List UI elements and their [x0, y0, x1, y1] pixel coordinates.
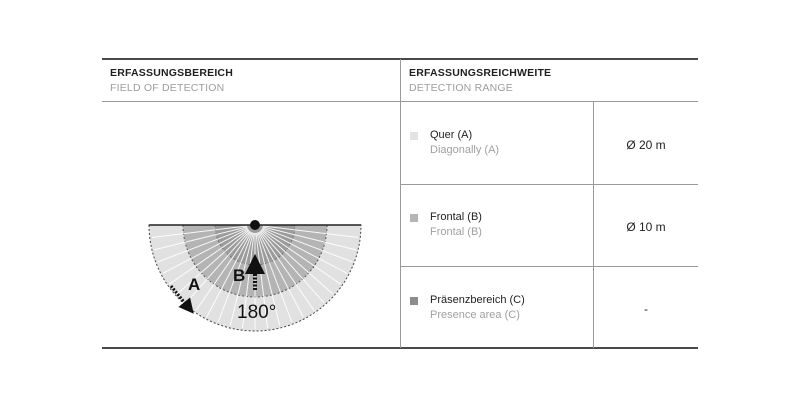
sensor-dot [250, 220, 260, 230]
field-of-detection-subtitle: FIELD OF DETECTION [110, 82, 225, 94]
row-presence-label: Präsenzbereich (C) [430, 294, 525, 306]
field-of-detection-title: ERFASSUNGSBEREICH [110, 67, 234, 79]
swatch-presence [410, 297, 418, 305]
row-frontal-value: Ø 10 m [626, 220, 666, 234]
swatch-frontal [410, 214, 418, 222]
row-frontal-sublabel: Frontal (B) [430, 226, 482, 238]
row-diagonal-sublabel: Diagonally (A) [430, 144, 500, 156]
row-presence-sublabel: Presence area (C) [430, 309, 520, 321]
angle-label: 180° [237, 302, 277, 323]
detection-range-subtitle: DETECTION RANGE [409, 82, 513, 94]
row-divider-1 [400, 184, 698, 185]
row-frontal-label: Frontal (B) [430, 211, 482, 223]
detection-range-title: ERFASSUNGSREICHWEITE [409, 67, 552, 79]
label-b: B [233, 266, 246, 285]
swatch-diagonal [410, 132, 418, 140]
detection-field-diagram [125, 212, 385, 352]
row-divider-2 [400, 266, 698, 267]
label-a: A [188, 275, 201, 294]
row-presence-value: - [644, 302, 648, 316]
row-diagonal-label: Quer (A) [430, 129, 473, 141]
column-divider [400, 59, 401, 348]
row-diagonal-value: Ø 20 m [626, 138, 666, 152]
